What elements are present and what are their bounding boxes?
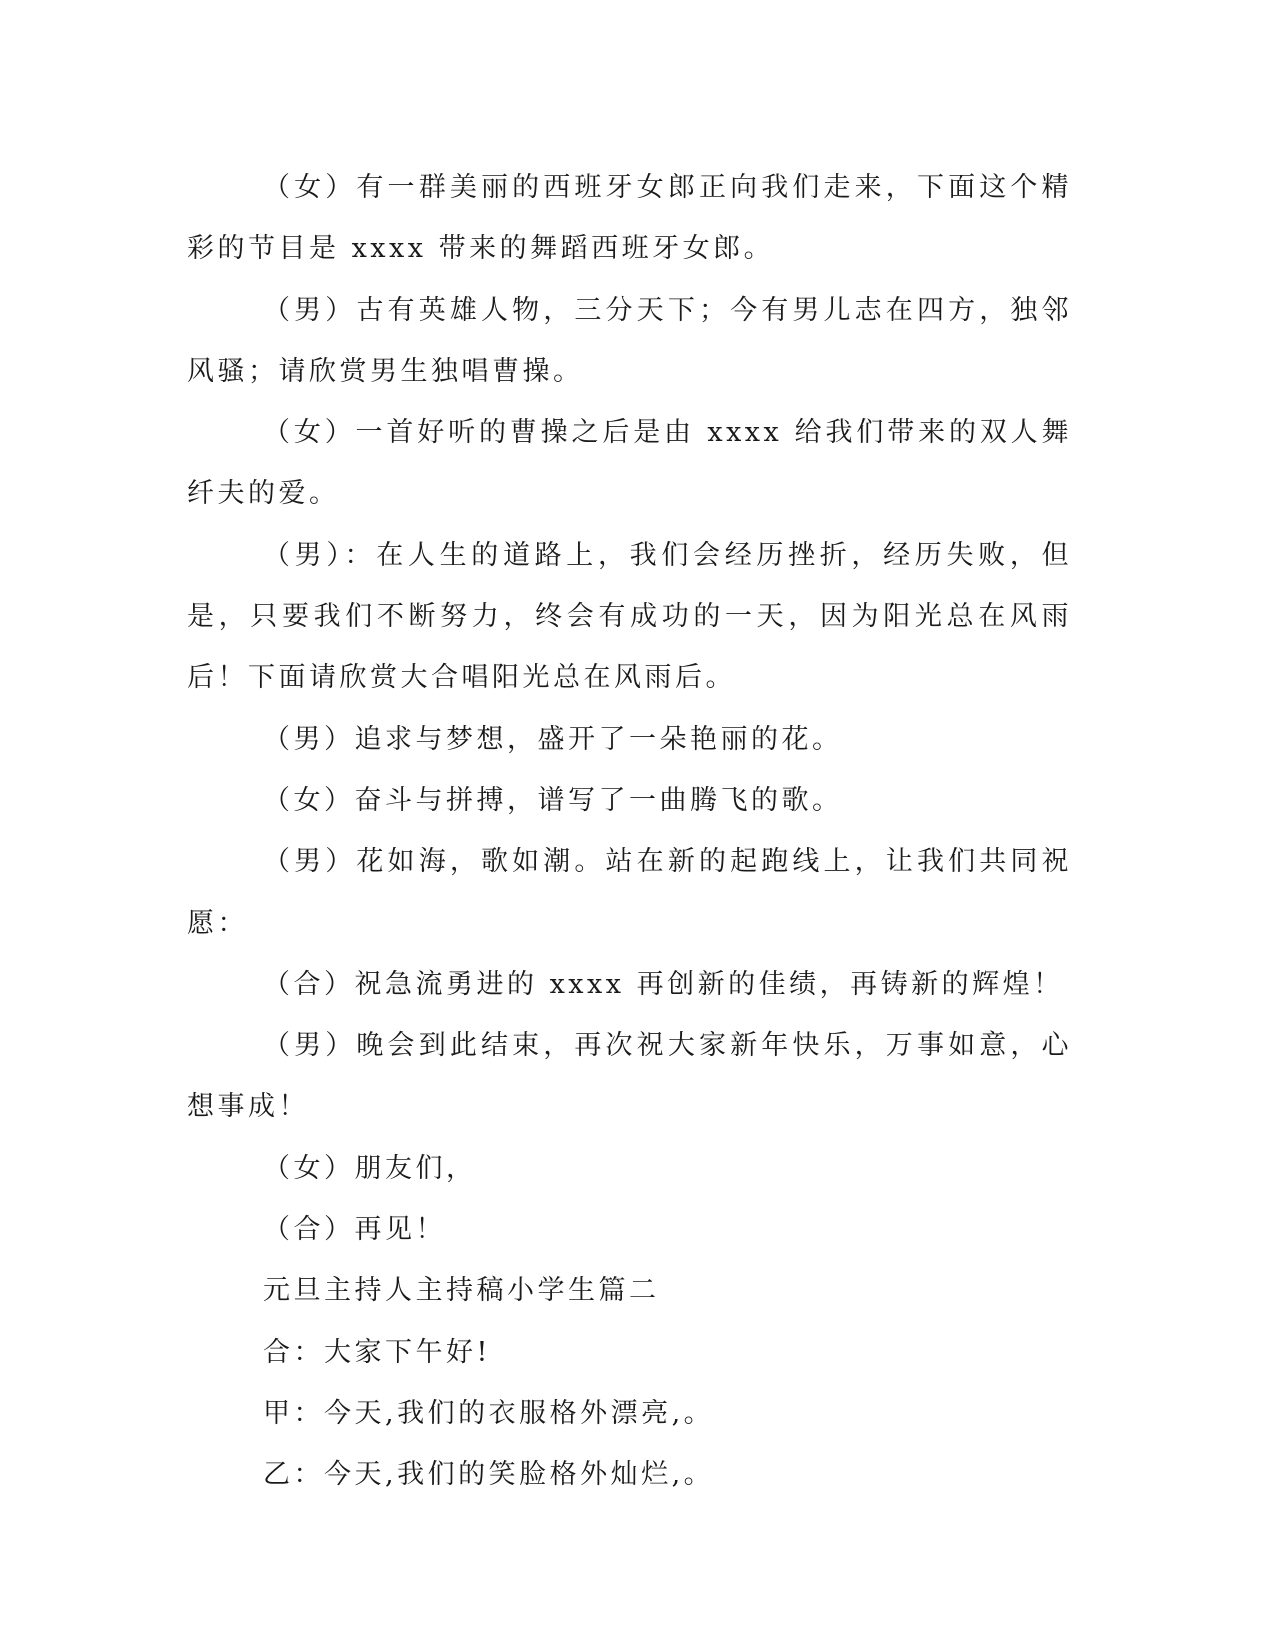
paragraph-4: （男）：在人生的道路上，我们会经历挫折，经历失败，但是，只要我们不断努力，终会有成功的一天，因为阳光总在风雨后！下面请欣赏大合唱阳光总在风雨后。	[187, 539, 1072, 694]
paragraph-10: （女）朋友们，	[263, 1152, 477, 1184]
paragraph-15: 乙：今天,我们的笑脸格外灿烂,。	[263, 1459, 715, 1491]
paragraph-9: （男）晚会到此结束，再次祝大家新年快乐，万事如意，心想事成！	[187, 1030, 1072, 1123]
paragraph-5: （男）追求与梦想，盛开了一朵艳丽的花。	[263, 723, 843, 755]
document-body	[187, 157, 1072, 1506]
paragraph-2: （男）古有英雄人物，三分天下；今有男儿志在四方，独邻风骚；请欣赏男生独唱曹操。	[187, 294, 1072, 387]
paragraph-8: （合）祝急流勇进的 xxxx 再创新的佳绩，再铸新的辉煌！	[263, 968, 1064, 1000]
paragraph-6: （女）奋斗与拼搏，谱写了一曲腾飞的歌。	[263, 784, 843, 816]
paragraph-3: （女）一首好听的曹操之后是由 xxxx 给我们带来的双人舞纤夫的爱。	[187, 417, 1072, 510]
paragraph-13: 合：大家下午好!	[263, 1336, 491, 1368]
paragraph-7: （男）花如海，歌如潮。站在新的起跑线上，让我们共同祝愿：	[187, 846, 1072, 939]
paragraph-14: 甲：今天,我们的衣服格外漂亮,。	[263, 1397, 715, 1429]
paragraph-1: （女）有一群美丽的西班牙女郎正向我们走来，下面这个精彩的节目是 xxxx 带来的舞蹈西班牙女郎。	[187, 172, 1072, 265]
section-heading: 元旦主持人主持稿小学生篇二	[263, 1275, 660, 1307]
paragraph-11: （合）再见！	[263, 1214, 446, 1246]
